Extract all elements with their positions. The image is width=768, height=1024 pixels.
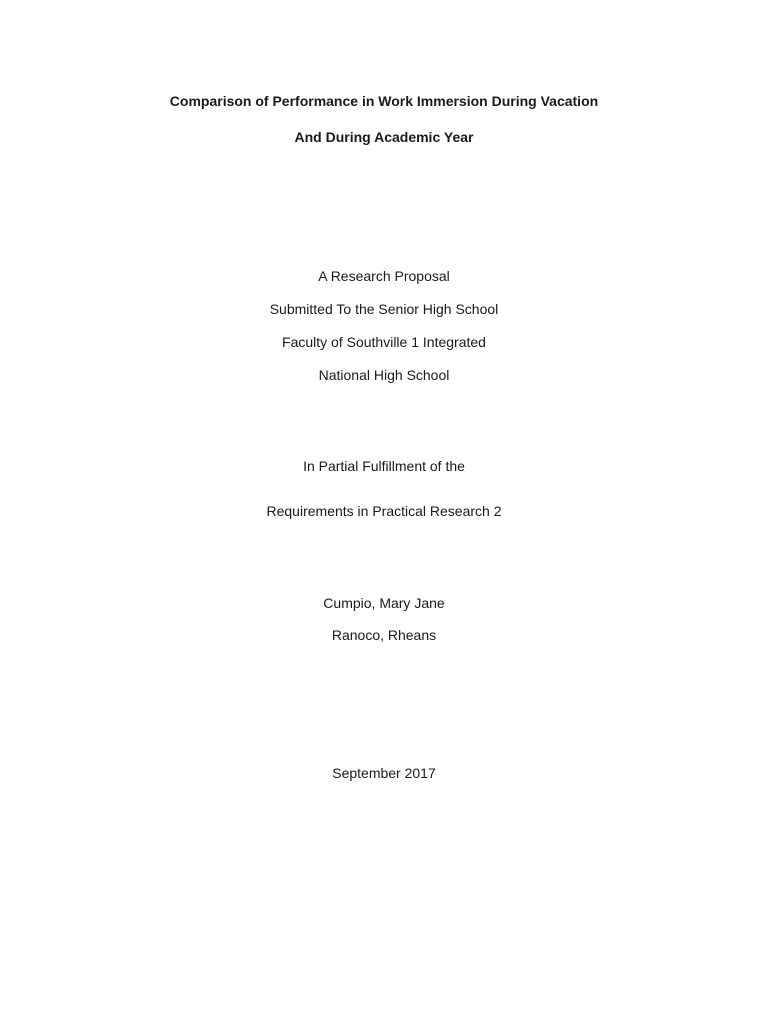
author-name: Ranoco, Rheans — [331, 627, 437, 643]
document-title-line-1: Comparison of Performance in Work Immersion During Vacation — [169, 93, 599, 109]
submission-date: September 2017 — [332, 765, 436, 781]
fulfillment-line-1: In Partial Fulfillment of the — [303, 458, 465, 474]
author-name: Cumpio, Mary Jane — [323, 595, 445, 611]
document-title-line-2: And During Academic Year — [294, 129, 474, 145]
proposal-submission-line: Submitted To the Senior High School — [269, 301, 499, 317]
fulfillment-line-2: Requirements in Practical Research 2 — [266, 503, 502, 519]
proposal-faculty-line: Faculty of Southville 1 Integrated — [282, 334, 486, 350]
proposal-type: A Research Proposal — [318, 268, 450, 284]
proposal-school-line: National High School — [318, 367, 450, 383]
